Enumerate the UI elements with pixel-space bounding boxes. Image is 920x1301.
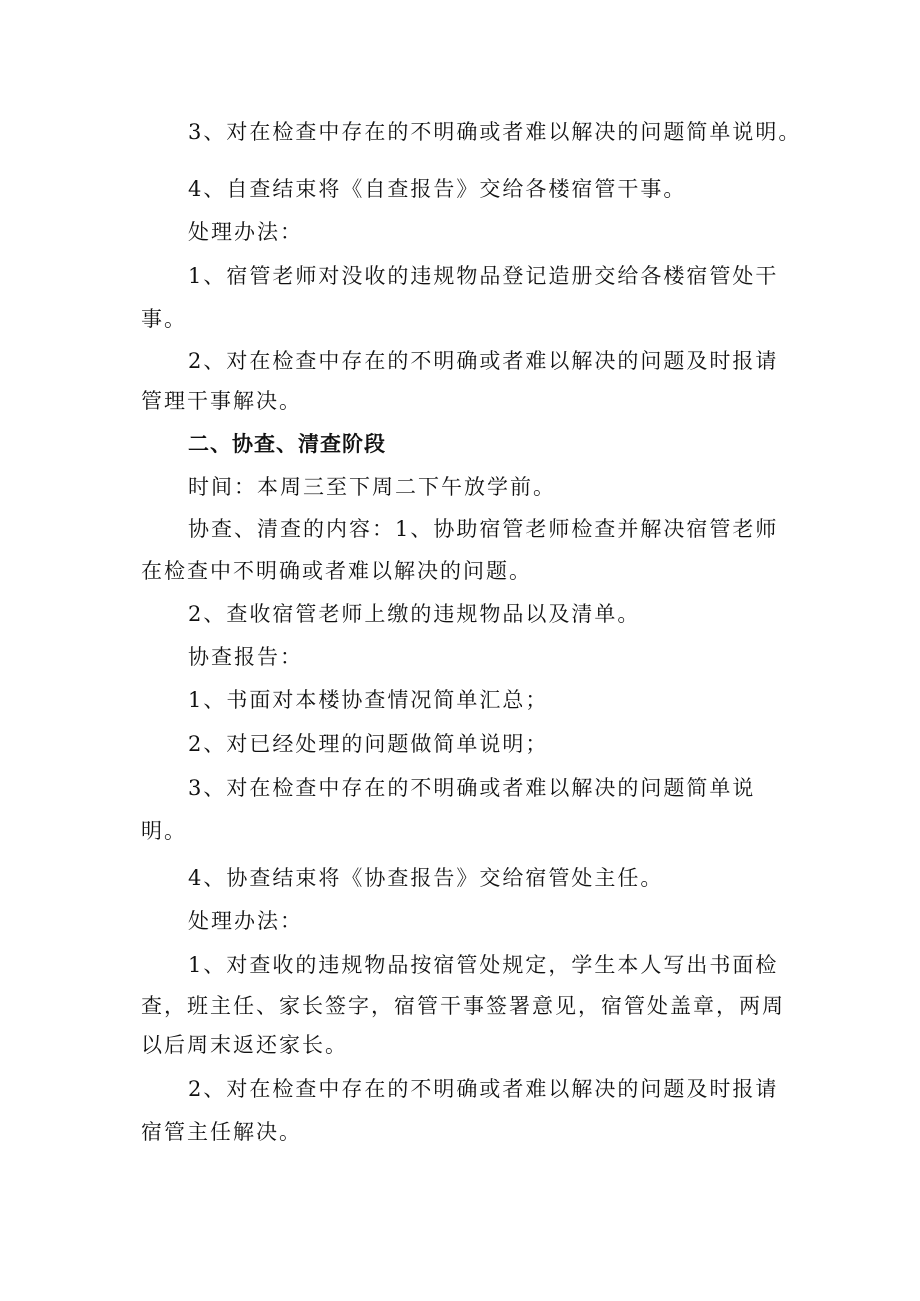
paragraph-line: 4、自查结束将《自查报告》交给各楼宿管干事。 (188, 177, 687, 201)
paragraph-line: 事。 (141, 307, 187, 331)
paragraph-line: 2、对在检查中存在的不明确或者难以解决的问题及时报请 (188, 349, 779, 373)
paragraph-line: 3、对在检查中存在的不明确或者难以解决的问题简单说 (188, 776, 756, 800)
section-label: 处理办法： (188, 220, 303, 244)
paragraph-line: 1、宿管老师对没收的违规物品登记造册交给各楼宿管处干 (188, 264, 779, 288)
paragraph-line: 宿管主任解决。 (141, 1120, 302, 1144)
paragraph-line: 在检查中不明确或者难以解决的问题。 (141, 559, 532, 583)
paragraph-line: 4、协查结束将《协查报告》交给宿管处主任。 (188, 866, 664, 890)
paragraph-line: 2、对已经处理的问题做简单说明； (188, 732, 549, 756)
paragraph-line: 协查、清查的内容：1、协助宿管老师检查并解决宿管老师 (188, 517, 779, 541)
paragraph-line: 时间：本周三至下周二下午放学前。 (188, 475, 556, 499)
section-label: 协查报告： (188, 645, 303, 669)
paragraph-line: 查，班主任、家长签字，宿管干事签署意见，宿管处盖章，两周 (141, 994, 785, 1018)
section-label: 处理办法： (188, 909, 303, 933)
paragraph-line: 2、对在检查中存在的不明确或者难以解决的问题及时报请 (188, 1077, 779, 1101)
section-heading: 二、协查、清查阶段 (188, 432, 386, 456)
paragraph-line: 1、书面对本楼协查情况简单汇总； (188, 688, 549, 712)
paragraph-line: 2、查收宿管老师上缴的违规物品以及清单。 (188, 602, 641, 626)
paragraph-line: 管理干事解决。 (141, 389, 302, 413)
paragraph-line: 明。 (141, 819, 187, 843)
paragraph-line: 1、对查收的违规物品按宿管处规定，学生本人写出书面检 (188, 953, 779, 977)
paragraph-line: 3、对在检查中存在的不明确或者难以解决的问题简单说明。 (188, 120, 802, 144)
paragraph-line: 以后周末返还家长。 (141, 1033, 348, 1057)
